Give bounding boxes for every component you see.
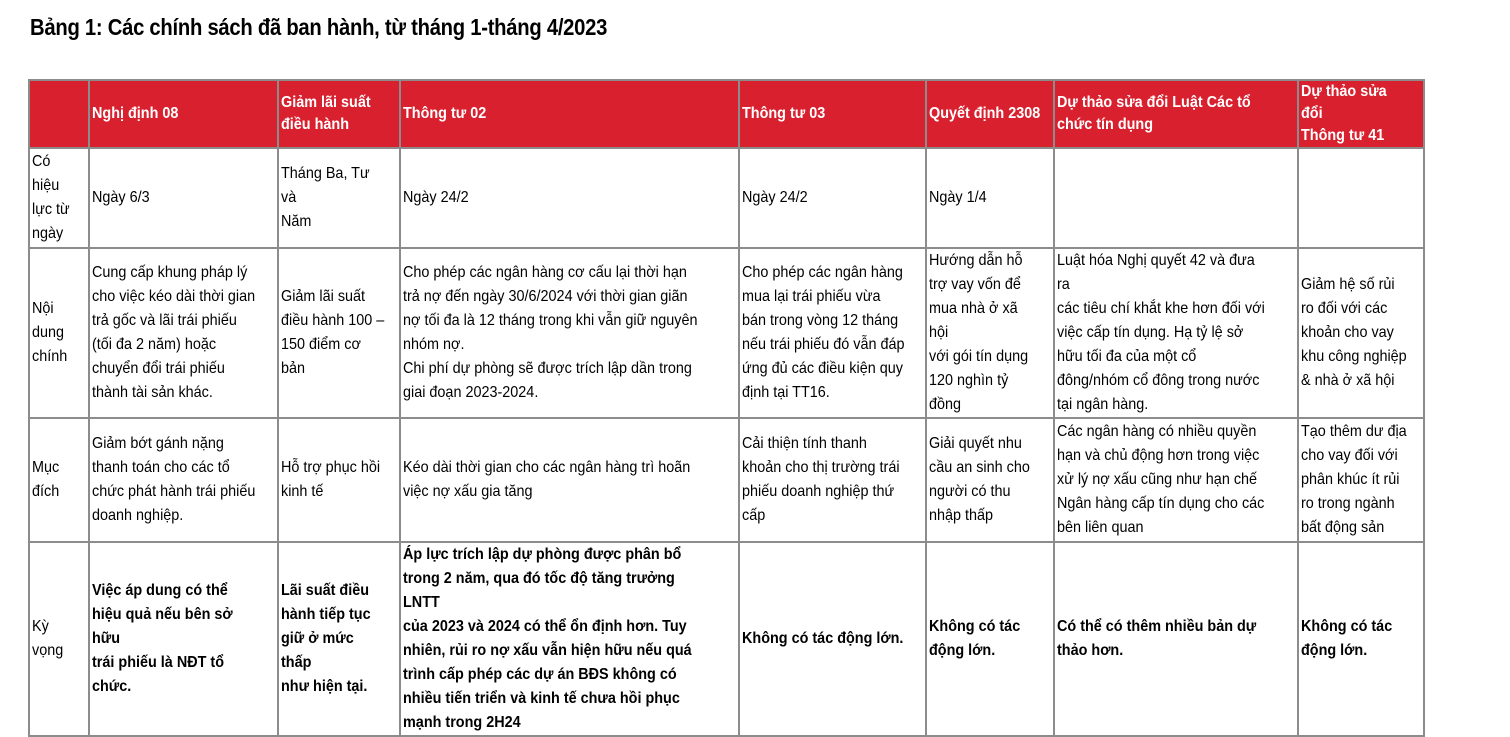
table-row-noi-dung xyxy=(29,248,1424,418)
table-cell: Giảm bớt gánh nặng thanh toán cho các tổ chức phát hành trái phiếu doanh nghiệp. xyxy=(89,418,278,542)
row-label: Mục đích xyxy=(29,418,89,542)
table-row-ky-vong xyxy=(29,542,1424,736)
table-cell: Không có tác động lớn. xyxy=(926,542,1054,736)
table-cell: Cải thiện tính thanh khoản cho thị trường trái phiếu doanh nghiệp thứ cấp xyxy=(739,418,926,542)
table-cell: Giảm hệ số rủi ro đối với các khoản cho vay khu công nghiệp & nhà ở xã hội xyxy=(1298,248,1424,418)
header-thong-tu-02: Thông tư 02 xyxy=(400,80,739,148)
row-label: Có hiệu lực từ ngày xyxy=(29,148,89,248)
header-corner xyxy=(29,80,89,148)
header-du-thao-thong-tu-41: Dự thảo sửa đổi Thông tư 41 xyxy=(1298,80,1424,148)
table-cell: Lãi suất điều hành tiếp tục giữ ở mức thấp như hiện tại. xyxy=(278,542,400,736)
table-cell: Cho phép các ngân hàng mua lại trái phiếu vừa bán trong vòng 12 tháng nếu trái phiếu đó vẫn đáp ứng đủ các điều kiện quy định tại TT16. xyxy=(739,248,926,418)
header-row xyxy=(29,80,1424,148)
table-cell: Có thể có thêm nhiều bản dự thảo hơn. xyxy=(1054,542,1298,736)
table-cell: Không có tác động lớn. xyxy=(739,542,926,736)
table-cell: Ngày 24/2 xyxy=(400,148,739,248)
table-cell: Kéo dài thời gian cho các ngân hàng trì hoãn việc nợ xấu gia tăng xyxy=(400,418,739,542)
table-cell: Các ngân hàng có nhiều quyền hạn và chủ động hơn trong việc xử lý nợ xấu cũng như hạn chế Ngân hàng cấp tín dụng cho các bên liên quan xyxy=(1054,418,1298,542)
policy-table xyxy=(28,79,1425,737)
row-label: Nội dung chính xyxy=(29,248,89,418)
table-cell: Giải quyết nhu cầu an sinh cho người có thu nhập thấp xyxy=(926,418,1054,542)
table-row-muc-dich xyxy=(29,418,1424,542)
table-cell: Ngày 1/4 xyxy=(926,148,1054,248)
header-quyet-dinh-2308: Quyết định 2308 xyxy=(926,80,1054,148)
table-row-hieu-luc xyxy=(29,148,1424,248)
table-cell: Áp lực trích lập dự phòng được phân bổ trong 2 năm, qua đó tốc độ tăng trưởng LNTT của 2023 và 2024 có thể ổn định hơn. Tuy nhiên, rủi ro nợ xấu vẫn hiện hữu nếu quá trình cấp phép các dự án BĐS không có nhiều tiến triển và kinh tế chưa hồi phục mạnh trong 2H24 xyxy=(400,542,739,736)
table-cell: Tháng Ba, Tư và Năm xyxy=(278,148,400,248)
table-title: Bảng 1: Các chính sách đã ban hành, từ tháng 1-tháng 4/2023 xyxy=(30,14,608,40)
header-giam-lai-suat: Giảm lãi suất điều hành xyxy=(278,80,400,148)
table-cell: Không có tác động lớn. xyxy=(1298,542,1424,736)
table-cell xyxy=(1298,148,1424,248)
table-cell: Giảm lãi suất điều hành 100 – 150 điểm cơ bản xyxy=(278,248,400,418)
header-nghi-dinh-08: Nghị định 08 xyxy=(89,80,278,148)
table-cell: Ngày 24/2 xyxy=(739,148,926,248)
row-label: Kỳ vọng xyxy=(29,542,89,736)
header-du-thao-luat-tctd: Dự thảo sửa đổi Luật Các tổ chức tín dụng xyxy=(1054,80,1298,148)
table-cell: Hỗ trợ phục hồi kinh tế xyxy=(278,418,400,542)
header-thong-tu-03: Thông tư 03 xyxy=(739,80,926,148)
table-cell: Tạo thêm dư địa cho vay đối với phân khúc ít rủi ro trong ngành bất động sản xyxy=(1298,418,1424,542)
table-cell: Việc áp dung có thể hiệu quả nếu bên sở hữu trái phiếu là NĐT tổ chức. xyxy=(89,542,278,736)
table-cell: Hướng dẫn hỗ trợ vay vốn để mua nhà ở xã hội với gói tín dụng 120 nghìn tỷ đồng xyxy=(926,248,1054,418)
table-cell xyxy=(1054,148,1298,248)
table-cell: Cung cấp khung pháp lý cho việc kéo dài thời gian trả gốc và lãi trái phiếu (tối đa 2 năm) hoặc chuyển đổi trái phiếu thành tài sản khác. xyxy=(89,248,278,418)
table-cell: Cho phép các ngân hàng cơ cấu lại thời hạn trả nợ đến ngày 30/6/2024 với thời gian giãn nợ tối đa là 12 tháng trong khi vẫn giữ nguyên nhóm nợ. Chi phí dự phòng sẽ được trích lập dần trong giai đoạn 2023-2024. xyxy=(400,248,739,418)
table-cell: Luật hóa Nghị quyết 42 và đưa ra các tiêu chí khắt khe hơn đối với việc cấp tín dụng. Hạ tỷ lệ sở hữu tối đa của một cổ đông/nhóm cổ đông trong nước tại ngân hàng. xyxy=(1054,248,1298,418)
table-cell: Ngày 6/3 xyxy=(89,148,278,248)
